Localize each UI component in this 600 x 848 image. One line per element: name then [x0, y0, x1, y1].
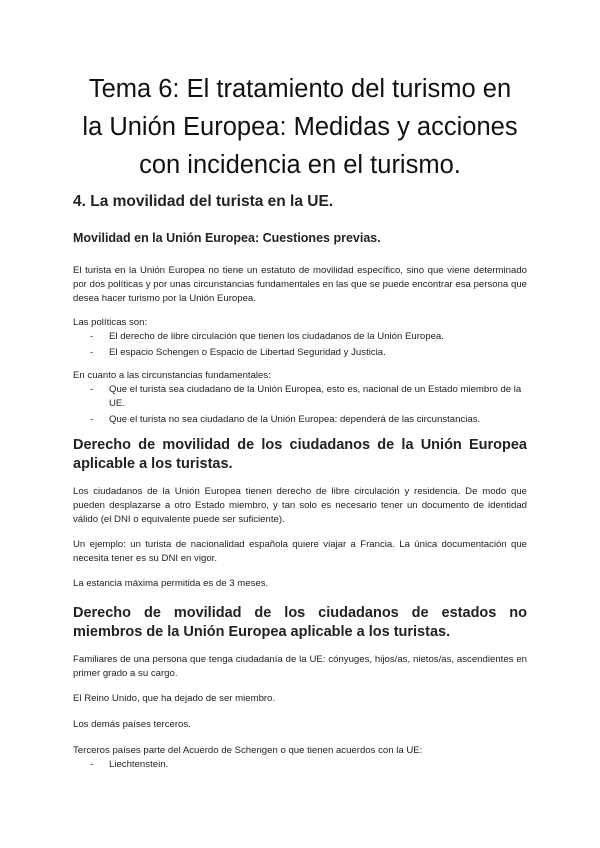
- title-line-3: con incidencia en el turismo.: [139, 151, 461, 179]
- heading-ciudadanos-ue: Derecho de movilidad de los ciudadanos de la Unión Europea aplicable a los turistas.: [73, 437, 527, 472]
- bullet-dash: -: [90, 384, 94, 395]
- section-4-heading: 4. La movilidad del turista en la UE.: [73, 193, 334, 210]
- bullet-dash: -: [90, 331, 94, 342]
- list-item: [90, 758, 530, 772]
- list-item: [90, 330, 530, 344]
- bullet-dash: -: [90, 347, 94, 359]
- page-title: [40, 70, 560, 184]
- schengen-list: [90, 758, 530, 774]
- intro-paragraph: El turista en la Unión Europea no tiene un estatuto de movilidad específico, sino que viene determinado por dos políticas y por unas circunstancias fundamentales en las que se puede encontrar esa persona que desea hacer turismo por la Unión Europea.: [73, 265, 527, 305]
- paragraph-schengen: Terceros países parte del Acuerdo de Schengen o que tienen acuerdos con la UE:: [73, 745, 423, 756]
- paragraph-ejemplo: Un ejemplo: un turista de nacionalidad española quiere viajar a Francia. La única documentación que necesita tener es su DNI en vigor.: [73, 539, 527, 565]
- list-item-text: El espacio Schengen o Espacio de Libertad Seguridad y Justicia.: [109, 347, 386, 359]
- list-item-text: El derecho de libre circulación que tienen los ciudadanos de la Unión Europea.: [109, 331, 444, 342]
- paragraph-reino-unido: El Reino Unido, que ha dejado de ser miembro.: [73, 693, 276, 704]
- bullet-dash: -: [90, 414, 94, 426]
- list-item: [90, 383, 527, 411]
- paragraph-familiares: Familiares de una persona que tenga ciudadanía de la UE: cónyuges, hijos/as, nietos/as, ascendientes en primer grado a su cargo.: [73, 654, 527, 680]
- bullet-dash: -: [90, 759, 94, 770]
- title-line-1: Tema 6: El tratamiento del turismo en: [88, 75, 512, 103]
- politicas-label: Las políticas son:: [73, 317, 148, 328]
- subheading-cuestiones-previas: Movilidad en la Unión Europea: Cuestiones previas.: [73, 231, 381, 245]
- list-item-text: Que el turista sea ciudadano de la Unión Europea, esto es, nacional de un Estado miembro de la UE.: [109, 384, 522, 410]
- paragraph-demas-paises: Los demás países terceros.: [73, 719, 191, 730]
- list-item-text: Que el turista no sea ciudadano de la Unión Europea: dependerá de las circunstancias.: [109, 414, 481, 426]
- paragraph-ciudadanos: Los ciudadanos de la Unión Europea tienen derecho de libre circulación y residencia. De modo que pueden desplazarse a otro Estado miembro, y tan solo es necesario tener un documento de identidad válido (el DNI o equivalente puede ser suficiente).: [73, 486, 527, 526]
- paragraph-estancia: La estancia máxima permitida es de 3 meses.: [73, 578, 269, 589]
- circunstancias-label: En cuanto a las circunstancias fundamentales:: [73, 370, 271, 381]
- politicas-list: [90, 330, 530, 362]
- list-item: [90, 346, 530, 360]
- heading-no-miembros: Derecho de movilidad de los ciudadanos de estados no miembros de la Unión Europea aplicable a los turistas.: [73, 605, 527, 640]
- list-item: [90, 413, 527, 427]
- title-line-2: la Unión Europea: Medidas y acciones: [82, 113, 518, 141]
- circunstancias-list: [90, 383, 527, 430]
- list-item-text: Liechtenstein.: [109, 759, 169, 770]
